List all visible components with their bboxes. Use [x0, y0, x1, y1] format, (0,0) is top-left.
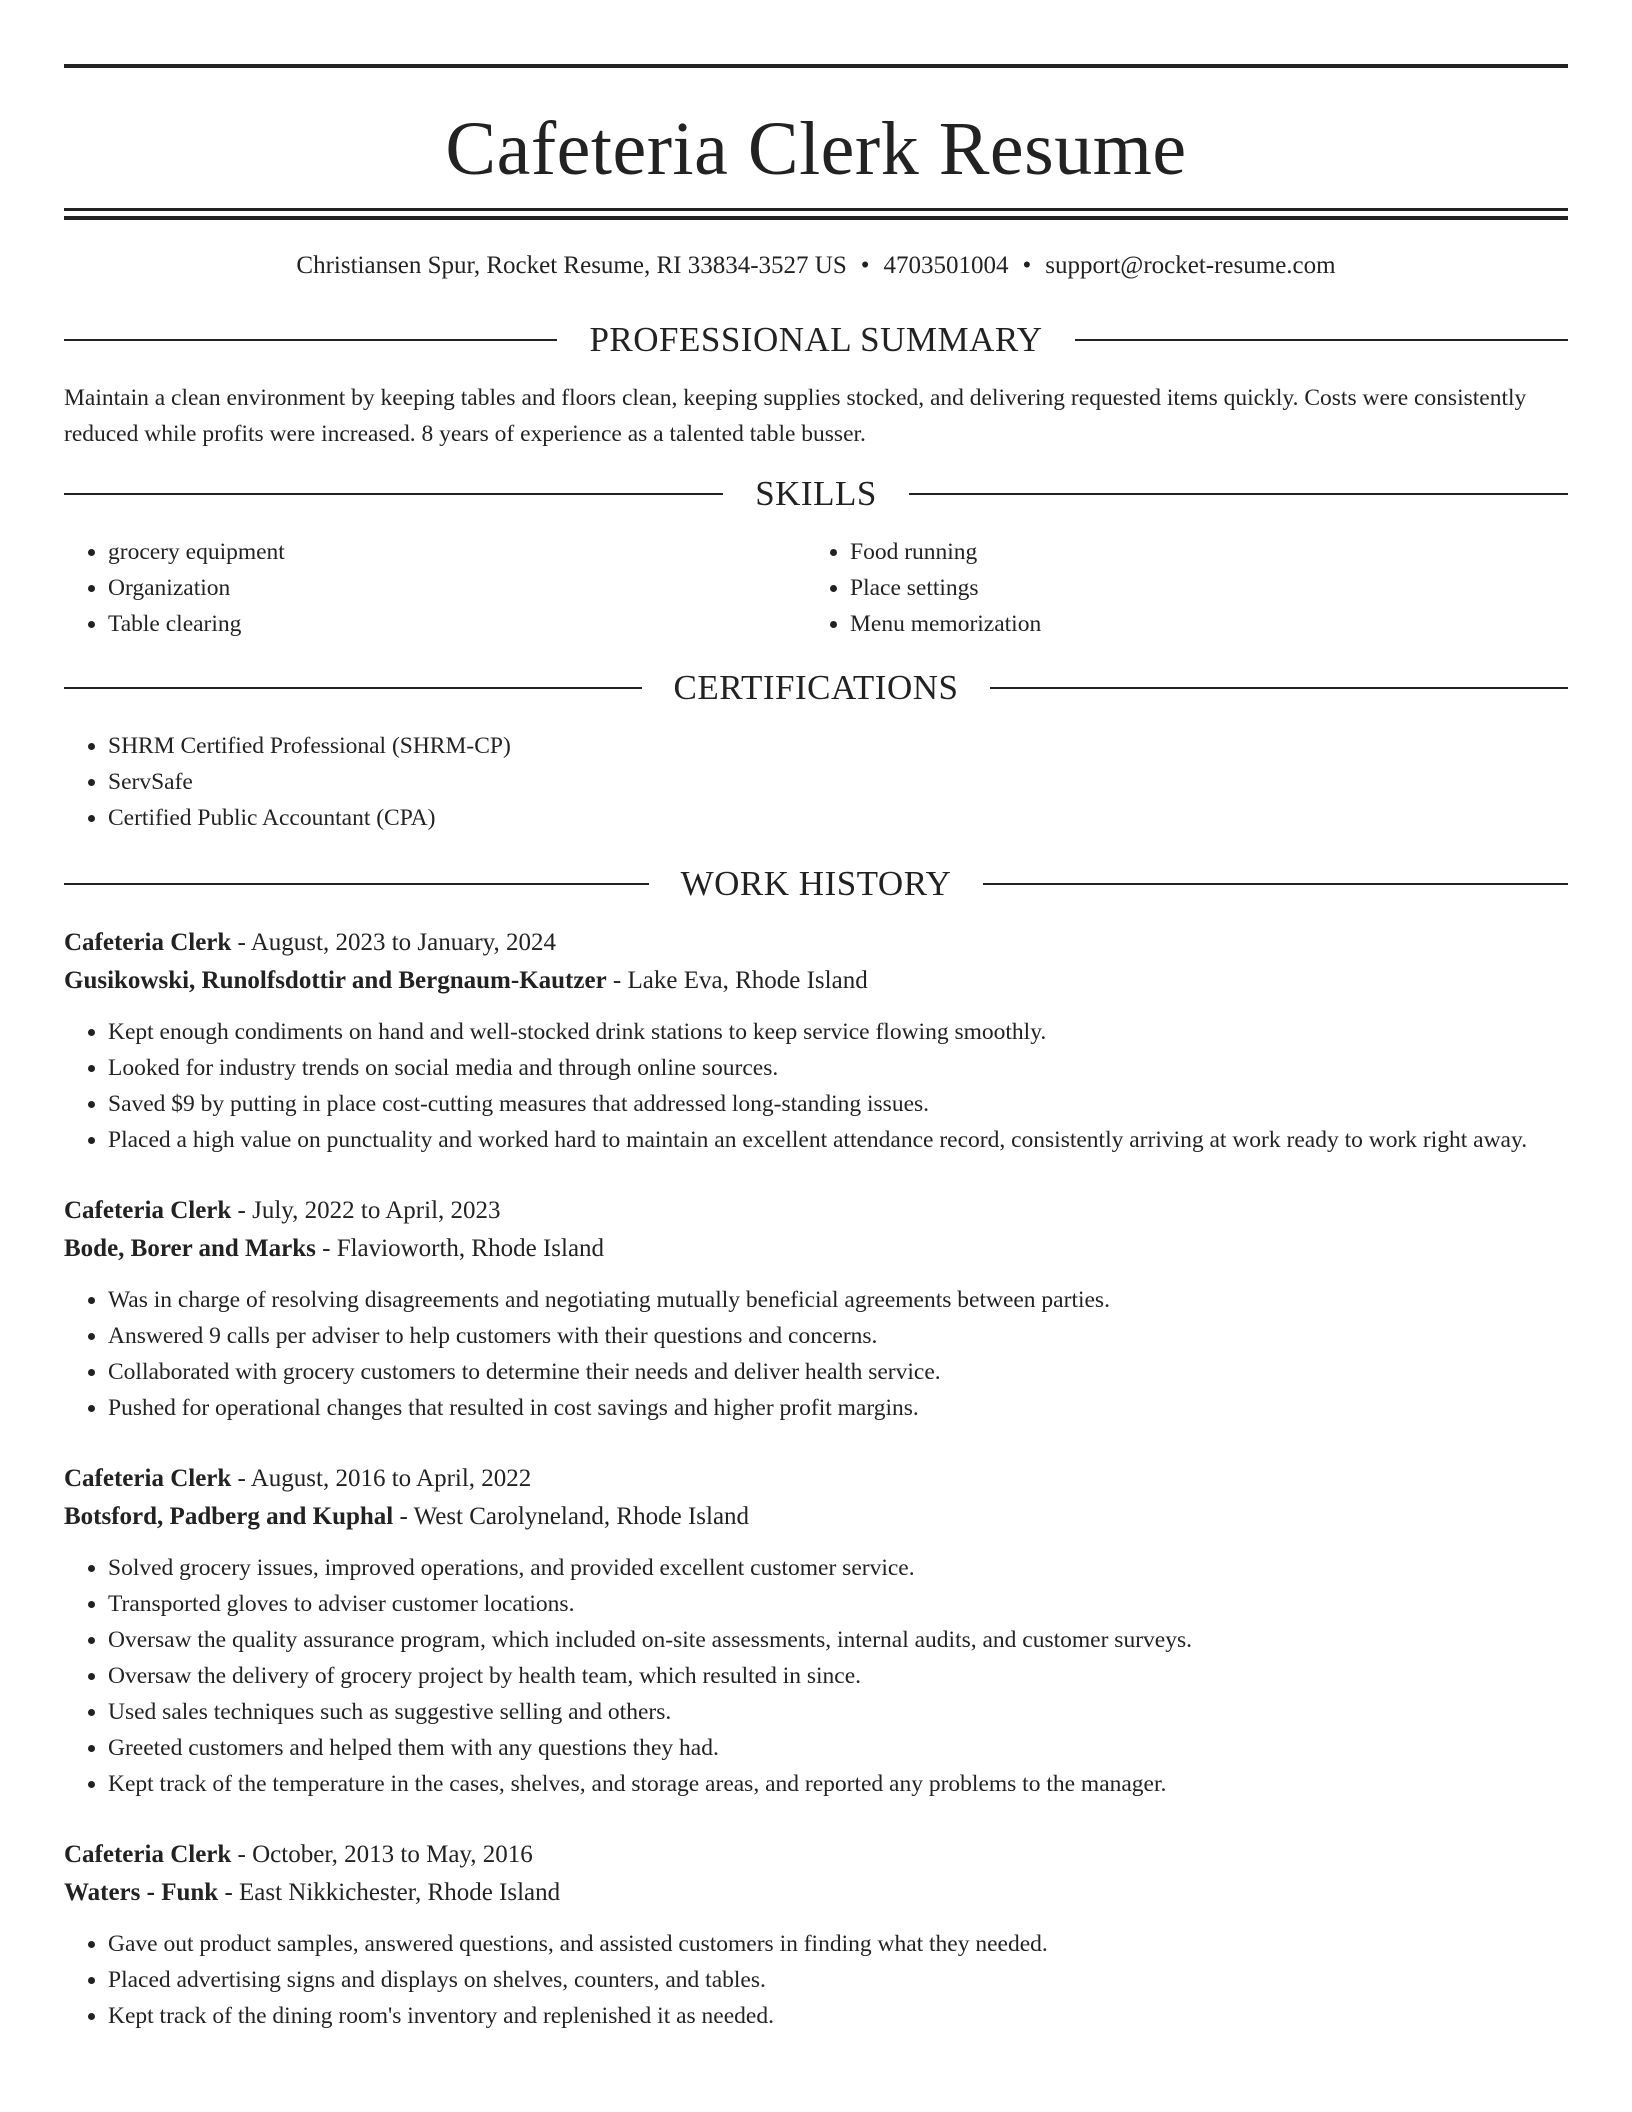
- contact-separator: •: [1022, 252, 1032, 279]
- job-entry: [64, 924, 1568, 1158]
- section-title: PROFESSIONAL SUMMARY: [589, 320, 1043, 359]
- divider-line: [64, 883, 649, 885]
- job-title-line: [64, 924, 1568, 962]
- title-double-rule: [64, 208, 1568, 220]
- page-title: Cafeteria Clerk Resume: [445, 107, 1187, 191]
- job-location: - East Nikkichester, Rhode Island: [218, 1879, 561, 1906]
- job-title: Cafeteria Clerk: [64, 1197, 232, 1224]
- job-dates: - August, 2023 to January, 2024: [231, 929, 557, 956]
- list-item: • Answered 9 calls per adviser to help customers with their questions and concerns.: [108, 1318, 1568, 1354]
- list-item: • Kept track of the temperature in the cases, shelves, and storage areas, and reported any problems to the manager.: [108, 1766, 1568, 1802]
- list-item: • Kept track of the dining room's inventory and replenished it as needed.: [108, 1998, 1568, 2034]
- list-item: • Certified Public Accountant (CPA): [108, 800, 1568, 836]
- list-item: • Looked for industry trends on social media and through online sources.: [108, 1050, 1568, 1086]
- divider-line: [990, 687, 1568, 689]
- section-title: SKILLS: [755, 474, 877, 513]
- divider-line: [983, 883, 1568, 885]
- section-header-certifications: [64, 668, 1568, 708]
- job-bullets: [64, 1014, 1568, 1158]
- list-item: • Food running: [850, 534, 1548, 570]
- list-item: • Menu memorization: [850, 606, 1548, 642]
- job-entry: [64, 1192, 1568, 1426]
- list-item: • Saved $9 by putting in place cost-cutting measures that addressed long-standing issues.: [108, 1086, 1568, 1122]
- section-title: CERTIFICATIONS: [673, 668, 959, 707]
- list-item: • Solved grocery issues, improved operations, and provided excellent customer service.: [108, 1550, 1568, 1586]
- job-dates: - October, 2013 to May, 2016: [231, 1841, 533, 1868]
- job-company: Botsford, Padberg and Kuphal: [64, 1503, 394, 1530]
- list-item: • Was in charge of resolving disagreements and negotiating mutually beneficial agreements between parties.: [108, 1282, 1568, 1318]
- contact-line: [64, 250, 1568, 282]
- job-location: - Flavioworth, Rhode Island: [315, 1235, 605, 1262]
- job-entry: [64, 1460, 1568, 1802]
- job-bullets: [64, 1926, 1568, 2034]
- divider-line: [64, 339, 557, 341]
- job-title-line: [64, 1836, 1568, 1874]
- job-company-line: [64, 962, 1568, 1000]
- list-item: • ServSafe: [108, 764, 1568, 800]
- job-company-line: [64, 1874, 1568, 1912]
- job-title: Cafeteria Clerk: [64, 1465, 232, 1492]
- list-item: • Table clearing: [108, 606, 806, 642]
- list-item: • Organization: [108, 570, 806, 606]
- list-item: • Greeted customers and helped them with any questions they had.: [108, 1730, 1568, 1766]
- list-item: • Collaborated with grocery customers to determine their needs and deliver health service.: [108, 1354, 1568, 1390]
- list-item: • grocery equipment: [108, 534, 806, 570]
- work-history: [64, 924, 1568, 2034]
- contact-address: Christiansen Spur, Rocket Resume, RI 33834-3527 US: [296, 252, 847, 279]
- list-item: • Placed a high value on punctuality and worked hard to maintain an excellent attendance record, consistently arriving at work ready to work right away.: [108, 1122, 1568, 1158]
- job-company: Waters - Funk: [64, 1879, 219, 1906]
- top-rule: [64, 64, 1568, 68]
- job-company: Bode, Borer and Marks: [64, 1235, 316, 1262]
- list-item: • Placed advertising signs and displays on shelves, counters, and tables.: [108, 1962, 1568, 1998]
- contact-separator: •: [860, 252, 870, 279]
- list-item: • SHRM Certified Professional (SHRM-CP): [108, 728, 1568, 764]
- list-item: • Oversaw the quality assurance program, which included on-site assessments, internal audits, and customer surveys.: [108, 1622, 1568, 1658]
- job-company-line: [64, 1230, 1568, 1268]
- list-item: • Kept enough condiments on hand and well-stocked drink stations to keep service flowing smoothly.: [108, 1014, 1568, 1050]
- divider-line: [909, 493, 1568, 495]
- section-header-summary: [64, 320, 1568, 360]
- certifications-list: [64, 728, 1568, 836]
- section-header-work: [64, 864, 1568, 904]
- divider-line: [64, 687, 642, 689]
- job-title-line: [64, 1192, 1568, 1230]
- list-item: • Transported gloves to adviser customer locations.: [108, 1586, 1568, 1622]
- job-company-line: [64, 1498, 1568, 1536]
- list-item: • Gave out product samples, answered questions, and assisted customers in finding what they needed.: [108, 1926, 1568, 1962]
- summary-text: Maintain a clean environment by keeping tables and floors clean, keeping supplies stocked, and delivering requested items quickly. Costs were consistently reduced while profits were increased. 8 years of experience as a talented table busser.: [64, 385, 1527, 447]
- section-header-skills: [64, 474, 1568, 514]
- job-title: Cafeteria Clerk: [64, 929, 232, 956]
- skills-list-left: [64, 534, 806, 642]
- skills-list-right: [806, 534, 1548, 642]
- skills-columns: [64, 534, 1568, 642]
- divider-line: [64, 493, 723, 495]
- job-company: Gusikowski, Runolfsdottir and Bergnaum-Kautzer: [64, 967, 607, 994]
- contact-email: support@rocket-resume.com: [1045, 252, 1336, 279]
- job-bullets: [64, 1550, 1568, 1802]
- job-location: - West Carolyneland, Rhode Island: [393, 1503, 750, 1530]
- contact-phone: 4703501004: [883, 252, 1009, 279]
- job-dates: - July, 2022 to April, 2023: [231, 1197, 501, 1224]
- section-title: WORK HISTORY: [680, 864, 952, 903]
- job-dates: - August, 2016 to April, 2022: [231, 1465, 532, 1492]
- list-item: • Used sales techniques such as suggestive selling and others.: [108, 1694, 1568, 1730]
- job-entry: [64, 1836, 1568, 2034]
- list-item: • Oversaw the delivery of grocery project by health team, which resulted in since.: [108, 1658, 1568, 1694]
- resume-page: [64, 64, 1568, 2034]
- divider-line: [1075, 339, 1568, 341]
- job-title: Cafeteria Clerk: [64, 1841, 232, 1868]
- job-bullets: [64, 1282, 1568, 1426]
- list-item: • Pushed for operational changes that resulted in cost savings and higher profit margins.: [108, 1390, 1568, 1426]
- job-title-line: [64, 1460, 1568, 1498]
- list-item: • Place settings: [850, 570, 1548, 606]
- job-location: - Lake Eva, Rhode Island: [606, 967, 868, 994]
